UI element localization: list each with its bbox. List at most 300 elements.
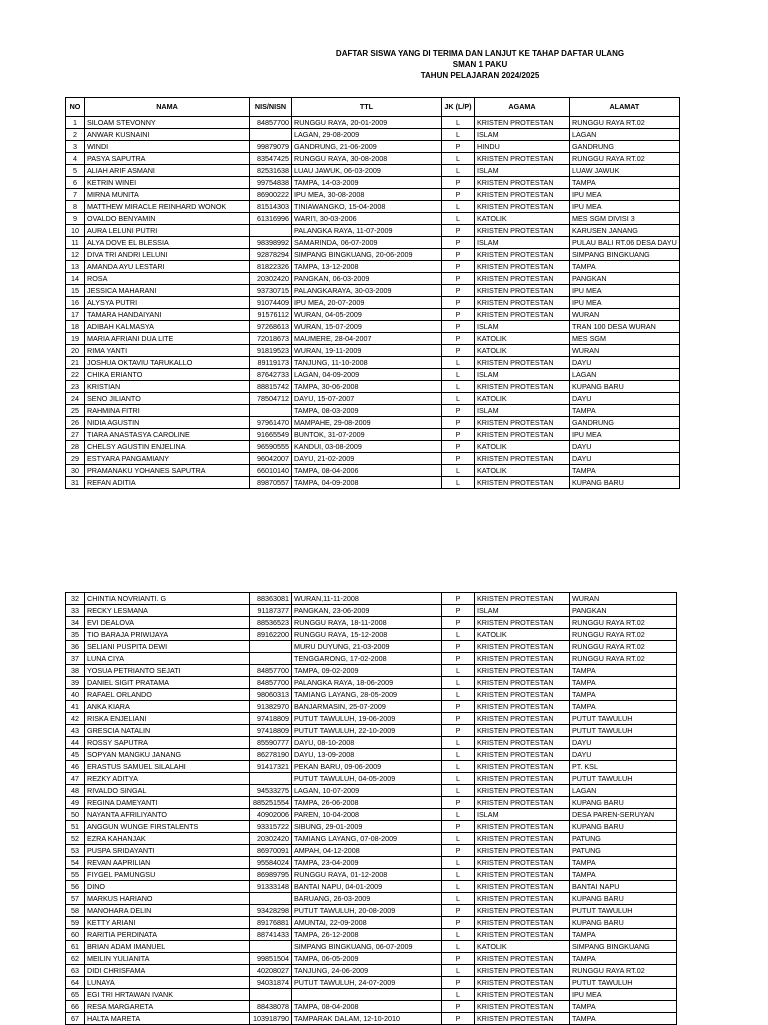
cell-alamat: PT. KSL <box>570 761 677 773</box>
cell-agama: KRISTEN PROTESTAN <box>475 593 570 605</box>
cell-nama: HALTA MARETA <box>85 1013 250 1025</box>
cell-ttl: TAMIANG LAYANG, 28-05-2009 <box>292 689 442 701</box>
cell-no: 59 <box>66 917 85 929</box>
cell-agama: HINDU <box>475 141 570 153</box>
cell-no: 2 <box>66 129 85 141</box>
cell-nis: 85590777 <box>250 737 292 749</box>
cell-alamat: GANDRUNG <box>570 141 680 153</box>
table-body <box>66 117 680 489</box>
cell-jk: L <box>442 809 475 821</box>
cell-no: 35 <box>66 629 85 641</box>
table-row <box>66 809 677 821</box>
cell-alamat: RUNGGU RAYA RT.02 <box>570 629 677 641</box>
cell-alamat: RUNGGU RAYA RT.02 <box>570 653 677 665</box>
cell-jk: L <box>442 369 475 381</box>
cell-agama: KRISTEN PROTESTAN <box>475 429 570 441</box>
cell-nama: ALYSYA PUTRI <box>85 297 250 309</box>
cell-alamat: TAMPA <box>570 1013 677 1025</box>
cell-nama: RECKY LESMANA <box>85 605 250 617</box>
cell-no: 63 <box>66 965 85 977</box>
table-row <box>66 929 677 941</box>
cell-ttl: PANGKAN, 23-06-2009 <box>292 605 442 617</box>
table-row <box>66 917 677 929</box>
cell-no: 54 <box>66 857 85 869</box>
student-table-page-1 <box>65 97 680 489</box>
cell-nis: 86278190 <box>250 749 292 761</box>
cell-agama: KRISTEN PROTESTAN <box>475 953 570 965</box>
cell-jk: L <box>442 381 475 393</box>
cell-nis: 20302420 <box>250 273 292 285</box>
table-row <box>66 869 677 881</box>
cell-agama: KRISTEN PROTESTAN <box>475 357 570 369</box>
cell-no: 46 <box>66 761 85 773</box>
cell-agama: KRISTEN PROTESTAN <box>475 977 570 989</box>
cell-agama: KRISTEN PROTESTAN <box>475 225 570 237</box>
cell-nis: 99754838 <box>250 177 292 189</box>
table-row <box>66 249 680 261</box>
cell-agama: KATOLIK <box>475 465 570 477</box>
cell-agama: KRISTEN PROTESTAN <box>475 117 570 129</box>
cell-jk: L <box>442 213 475 225</box>
cell-nis: 91665549 <box>250 429 292 441</box>
cell-nama: NAYANTA AFRILIYANTO <box>85 809 250 821</box>
cell-nama: RAFAEL ORLANDO <box>85 689 250 701</box>
cell-nama: SELIANI PUSPITA DEWI <box>85 641 250 653</box>
cell-jk: P <box>442 641 475 653</box>
cell-agama: KRISTEN PROTESTAN <box>475 309 570 321</box>
cell-nama: TIARA ANASTASYA CAROLINE <box>85 429 250 441</box>
cell-no: 11 <box>66 237 85 249</box>
cell-ttl: TENGGARONG, 17-02-2008 <box>292 653 442 665</box>
table-row <box>66 153 680 165</box>
table-row <box>66 893 677 905</box>
cell-jk: P <box>442 225 475 237</box>
cell-jk: P <box>442 797 475 809</box>
cell-ttl: RUNGGU RAYA, 20-01-2009 <box>292 117 442 129</box>
table-row <box>66 261 680 273</box>
header-ttl: TTL <box>292 98 442 117</box>
cell-nis: 83547425 <box>250 153 292 165</box>
cell-jk: P <box>442 605 475 617</box>
cell-nama: SENO JILIANTO <box>85 393 250 405</box>
table-row <box>66 593 677 605</box>
cell-agama: ISLAM <box>475 809 570 821</box>
table-row <box>66 1001 677 1013</box>
cell-agama: ISLAM <box>475 405 570 417</box>
table-row <box>66 381 680 393</box>
cell-no: 18 <box>66 321 85 333</box>
cell-ttl: WURAN, 15-07-2009 <box>292 321 442 333</box>
cell-agama: KRISTEN PROTESTAN <box>475 701 570 713</box>
table-row <box>66 629 677 641</box>
cell-no: 26 <box>66 417 85 429</box>
table-row <box>66 725 677 737</box>
table-row <box>66 689 677 701</box>
cell-agama: KRISTEN PROTESTAN <box>475 713 570 725</box>
cell-ttl: PALANGKA RAYA, 11-07-2009 <box>292 225 442 237</box>
cell-jk: P <box>442 453 475 465</box>
cell-nama: RISKA ENJELIANI <box>85 713 250 725</box>
cell-alamat: IPU MEA <box>570 989 677 1001</box>
table-row <box>66 477 680 489</box>
cell-alamat: DAYU <box>570 357 680 369</box>
cell-nis: 88741433 <box>250 929 292 941</box>
cell-alamat: TAMPA <box>570 405 680 417</box>
cell-nama: NIDIA AGUSTIN <box>85 417 250 429</box>
cell-nis: 81822326 <box>250 261 292 273</box>
cell-no: 19 <box>66 333 85 345</box>
cell-jk: L <box>442 737 475 749</box>
cell-ttl: LUAU JAWUK, 06-03-2009 <box>292 165 442 177</box>
table-row <box>66 165 680 177</box>
cell-alamat: KUPANG BARU <box>570 917 677 929</box>
cell-nis: 40208027 <box>250 965 292 977</box>
cell-agama: KRISTEN PROTESTAN <box>475 761 570 773</box>
cell-nama: WINDI <box>85 141 250 153</box>
cell-jk: L <box>442 357 475 369</box>
table-row <box>66 201 680 213</box>
cell-ttl: BANTAI NAPU, 04-01-2009 <box>292 881 442 893</box>
cell-no: 24 <box>66 393 85 405</box>
table-row <box>66 605 677 617</box>
cell-agama: KRISTEN PROTESTAN <box>475 189 570 201</box>
cell-nis: 72018673 <box>250 333 292 345</box>
cell-jk: P <box>442 285 475 297</box>
table-row <box>66 737 677 749</box>
cell-jk: P <box>442 725 475 737</box>
cell-ttl: LAGAN, 29-08-2009 <box>292 129 442 141</box>
cell-nama: REGINA DAMEYANTI <box>85 797 250 809</box>
cell-nama: GRESCIA NATALIN <box>85 725 250 737</box>
cell-no: 38 <box>66 665 85 677</box>
cell-jk: L <box>442 761 475 773</box>
cell-nis: 99879079 <box>250 141 292 153</box>
cell-jk: P <box>442 429 475 441</box>
cell-nis: 86989795 <box>250 869 292 881</box>
cell-no: 55 <box>66 869 85 881</box>
cell-alamat: PATUNG <box>570 833 677 845</box>
cell-alamat: TAMPA <box>570 465 680 477</box>
cell-nama: RAHMINA FITRI <box>85 405 250 417</box>
cell-alamat: TAMPA <box>570 177 680 189</box>
cell-no: 47 <box>66 773 85 785</box>
cell-alamat: DAYU <box>570 441 680 453</box>
cell-no: 20 <box>66 345 85 357</box>
cell-ttl: PUTUT TAWULUH, 19-06-2009 <box>292 713 442 725</box>
cell-alamat: LUAW JAWUK <box>570 165 680 177</box>
cell-alamat: KUPANG BARU <box>570 381 680 393</box>
cell-ttl: WURAN,11-11-2008 <box>292 593 442 605</box>
table-row <box>66 953 677 965</box>
cell-no: 39 <box>66 677 85 689</box>
cell-alamat: WURAN <box>570 309 680 321</box>
cell-no: 16 <box>66 297 85 309</box>
cell-nama: ESTYARA PANGAMIANY <box>85 453 250 465</box>
cell-no: 41 <box>66 701 85 713</box>
cell-nama: REFAN ADITIA <box>85 477 250 489</box>
cell-nis: 96042007 <box>250 453 292 465</box>
table-row <box>66 321 680 333</box>
cell-nama: RESA MARGARETA <box>85 1001 250 1013</box>
cell-nis: 40902006 <box>250 809 292 821</box>
table-row <box>66 369 680 381</box>
cell-nama: KETRIN WINEI <box>85 177 250 189</box>
cell-ttl: MAUMERE, 28-04-2007 <box>292 333 442 345</box>
cell-jk: L <box>442 893 475 905</box>
table-row <box>66 357 680 369</box>
cell-jk: P <box>442 1001 475 1013</box>
cell-nama: EZRA KAHANJAK <box>85 833 250 845</box>
cell-jk: P <box>442 417 475 429</box>
cell-alamat: TAMPA <box>570 869 677 881</box>
cell-ttl: DAYU, 15-07-2007 <box>292 393 442 405</box>
cell-nis: 93315722 <box>250 821 292 833</box>
cell-ttl: RUNGGU RAYA, 15-12-2008 <box>292 629 442 641</box>
cell-ttl: TAMPA, 09-02-2009 <box>292 665 442 677</box>
cell-nis: 97418809 <box>250 713 292 725</box>
cell-alamat: PUTUT TAWULUH <box>570 773 677 785</box>
cell-ttl: PANGKAN, 06-03-2009 <box>292 273 442 285</box>
table-row <box>66 309 680 321</box>
cell-nama: SILOAM STEVONNY <box>85 117 250 129</box>
cell-alamat: TRAN 100 DESA WURAN <box>570 321 680 333</box>
cell-ttl: SIBUNG, 29-01-2009 <box>292 821 442 833</box>
cell-nis: 91417321 <box>250 761 292 773</box>
cell-nis <box>250 773 292 785</box>
cell-no: 4 <box>66 153 85 165</box>
table-row <box>66 285 680 297</box>
table-row <box>66 129 680 141</box>
table-row <box>66 833 677 845</box>
cell-jk: P <box>442 593 475 605</box>
cell-nis: 92878294 <box>250 249 292 261</box>
cell-alamat: BANTAI NAPU <box>570 881 677 893</box>
cell-nama: CHIKA ERIANTO <box>85 369 250 381</box>
cell-alamat: PUTUT TAWULUH <box>570 725 677 737</box>
cell-nama: ROSSY SAPUTRA <box>85 737 250 749</box>
cell-no: 66 <box>66 1001 85 1013</box>
cell-jk: L <box>442 465 475 477</box>
cell-jk: P <box>442 309 475 321</box>
cell-nis: 89870557 <box>250 477 292 489</box>
cell-ttl: RUNGGU RAYA, 18-11-2008 <box>292 617 442 629</box>
cell-ttl: PUTUT TAWULUH, 20-08-2009 <box>292 905 442 917</box>
cell-no: 56 <box>66 881 85 893</box>
title-line-2: SMAN 1 PAKU <box>452 60 508 69</box>
cell-ttl: DAYU, 21-02-2009 <box>292 453 442 465</box>
table-row <box>66 189 680 201</box>
cell-agama: KRISTEN PROTESTAN <box>475 881 570 893</box>
cell-no: 15 <box>66 285 85 297</box>
cell-agama: KRISTEN PROTESTAN <box>475 785 570 797</box>
table-row <box>66 441 680 453</box>
table-row <box>66 641 677 653</box>
cell-alamat: PANGKAN <box>570 605 677 617</box>
cell-nama: REZKY ADITYA <box>85 773 250 785</box>
cell-nis: 103918790 <box>250 1013 292 1025</box>
cell-nama: ALYA DOVE EL BLESSIA <box>85 237 250 249</box>
cell-agama: KATOLIK <box>475 393 570 405</box>
table-row <box>66 617 677 629</box>
cell-no: 48 <box>66 785 85 797</box>
cell-agama: KRISTEN PROTESTAN <box>475 617 570 629</box>
table-row <box>66 941 677 953</box>
table-row <box>66 1013 677 1025</box>
cell-jk: P <box>442 333 475 345</box>
cell-no: 1 <box>66 117 85 129</box>
cell-nama: CHINTIA NOVRIANTI. G <box>85 593 250 605</box>
cell-agama: KRISTEN PROTESTAN <box>475 797 570 809</box>
cell-agama: KRISTEN PROTESTAN <box>475 453 570 465</box>
table-row <box>66 297 680 309</box>
cell-alamat: RUNGGU RAYA RT.02 <box>570 153 680 165</box>
cell-agama: KRISTEN PROTESTAN <box>475 845 570 857</box>
cell-nis: 61316996 <box>250 213 292 225</box>
cell-no: 32 <box>66 593 85 605</box>
cell-alamat: PATUNG <box>570 845 677 857</box>
cell-nis: 97418809 <box>250 725 292 737</box>
cell-ttl: TAMPA, 08-03-2009 <box>292 405 442 417</box>
cell-no: 62 <box>66 953 85 965</box>
cell-jk: L <box>442 117 475 129</box>
cell-nis: 66010140 <box>250 465 292 477</box>
cell-jk: L <box>442 749 475 761</box>
cell-agama: ISLAM <box>475 605 570 617</box>
table-row <box>66 989 677 1001</box>
table-row <box>66 117 680 129</box>
cell-alamat: TAMPA <box>570 261 680 273</box>
cell-nama: MEILIN YULIANITA <box>85 953 250 965</box>
cell-jk: P <box>442 977 475 989</box>
table-row <box>66 273 680 285</box>
cell-nis: 96590555 <box>250 441 292 453</box>
cell-agama: KRISTEN PROTESTAN <box>475 653 570 665</box>
header-jk: JK (L/P) <box>442 98 475 117</box>
cell-no: 37 <box>66 653 85 665</box>
cell-ttl: TAMPARAK DALAM, 12-10-2010 <box>292 1013 442 1025</box>
cell-ttl: GANDRUNG, 21-06-2009 <box>292 141 442 153</box>
header-alamat: ALAMAT <box>570 98 680 117</box>
cell-agama: KRISTEN PROTESTAN <box>475 177 570 189</box>
cell-ttl: PEKAN BARU, 09-06-2009 <box>292 761 442 773</box>
cell-no: 64 <box>66 977 85 989</box>
table-row <box>66 713 677 725</box>
cell-nis: 98398992 <box>250 237 292 249</box>
table-row <box>66 821 677 833</box>
cell-jk: P <box>442 297 475 309</box>
cell-nis: 88438078 <box>250 1001 292 1013</box>
cell-jk: L <box>442 165 475 177</box>
cell-nis: 93428298 <box>250 905 292 917</box>
cell-agama: KATOLIK <box>475 941 570 953</box>
cell-jk: P <box>442 713 475 725</box>
table-row <box>66 701 677 713</box>
cell-jk: L <box>442 677 475 689</box>
cell-ttl: PUTUT TAWULUH, 22-10-2009 <box>292 725 442 737</box>
cell-alamat: KUPANG BARU <box>570 477 680 489</box>
cell-alamat: IPU MEA <box>570 189 680 201</box>
cell-nama: MIRNA MUNITA <box>85 189 250 201</box>
cell-agama: KRISTEN PROTESTAN <box>475 677 570 689</box>
cell-nama: DIVA TRI ANDRI LELUNI <box>85 249 250 261</box>
table-row <box>66 677 677 689</box>
student-table-page-2 <box>65 592 677 1025</box>
cell-agama: KATOLIK <box>475 213 570 225</box>
cell-nis: 97961470 <box>250 417 292 429</box>
cell-nama: MARIA AFRIANI DUA LITE <box>85 333 250 345</box>
table-row <box>66 773 677 785</box>
table-row <box>66 857 677 869</box>
cell-ttl: TAMPA, 26-12-2008 <box>292 929 442 941</box>
table-row <box>66 653 677 665</box>
cell-nama: SOPYAN MANGKU JANANG <box>85 749 250 761</box>
cell-nis: 99851504 <box>250 953 292 965</box>
cell-jk: L <box>442 869 475 881</box>
table-row <box>66 177 680 189</box>
cell-jk: L <box>442 689 475 701</box>
table-row <box>66 345 680 357</box>
cell-no: 34 <box>66 617 85 629</box>
cell-nis: 91382970 <box>250 701 292 713</box>
cell-ttl: RUNGGU RAYA, 30-08-2008 <box>292 153 442 165</box>
cell-ttl: AMUNTAI, 22-09-2008 <box>292 917 442 929</box>
cell-ttl: TANJUNG, 11-10-2008 <box>292 357 442 369</box>
cell-alamat: SIMPANG BINGKUANG <box>570 941 677 953</box>
cell-no: 6 <box>66 177 85 189</box>
cell-nis: 885251554 <box>250 797 292 809</box>
cell-alamat: KUPANG BARU <box>570 821 677 833</box>
cell-no: 27 <box>66 429 85 441</box>
cell-alamat: DAYU <box>570 393 680 405</box>
cell-agama: ISLAM <box>475 321 570 333</box>
cell-agama: KRISTEN PROTESTAN <box>475 477 570 489</box>
cell-alamat: MES SGM DIVISI 3 <box>570 213 680 225</box>
table-body <box>66 593 677 1025</box>
cell-nama: LUNAYA <box>85 977 250 989</box>
cell-nama: ERASTUS SAMUEL SILALAHI <box>85 761 250 773</box>
cell-nis <box>250 225 292 237</box>
cell-ttl <box>292 989 442 1001</box>
cell-agama: ISLAM <box>475 129 570 141</box>
cell-alamat: GANDRUNG <box>570 417 680 429</box>
cell-alamat: KARUSEN JANANG <box>570 225 680 237</box>
cell-ttl: TAMPA, 08-04-2006 <box>292 465 442 477</box>
cell-alamat: TAMPA <box>570 701 677 713</box>
cell-agama: KATOLIK <box>475 629 570 641</box>
cell-no: 31 <box>66 477 85 489</box>
table-header-row <box>66 98 680 117</box>
cell-ttl: PUTUT TAWULUH, 24-07-2009 <box>292 977 442 989</box>
cell-ttl: BANJARMASIN, 25-07-2009 <box>292 701 442 713</box>
cell-ttl: BUNTOK, 31-07-2009 <box>292 429 442 441</box>
cell-agama: KRISTEN PROTESTAN <box>475 929 570 941</box>
cell-alamat: LAGAN <box>570 785 677 797</box>
cell-alamat: TAMPA <box>570 953 677 965</box>
cell-alamat: IPU MEA <box>570 429 680 441</box>
document-title <box>260 48 700 81</box>
cell-nis <box>250 941 292 953</box>
cell-nis: 89162200 <box>250 629 292 641</box>
cell-nis: 94533275 <box>250 785 292 797</box>
cell-nama: TAMARA HANDAIYANI <box>85 309 250 321</box>
cell-agama: KRISTEN PROTESTAN <box>475 249 570 261</box>
cell-alamat: DAYU <box>570 749 677 761</box>
cell-alamat: RUNGGU RAYA RT.02 <box>570 617 677 629</box>
cell-nama: DANIEL SIGIT PRATAMA <box>85 677 250 689</box>
cell-agama: KRISTEN PROTESTAN <box>475 641 570 653</box>
cell-agama: KRISTEN PROTESTAN <box>475 725 570 737</box>
cell-ttl: WURAN, 19-11-2009 <box>292 345 442 357</box>
